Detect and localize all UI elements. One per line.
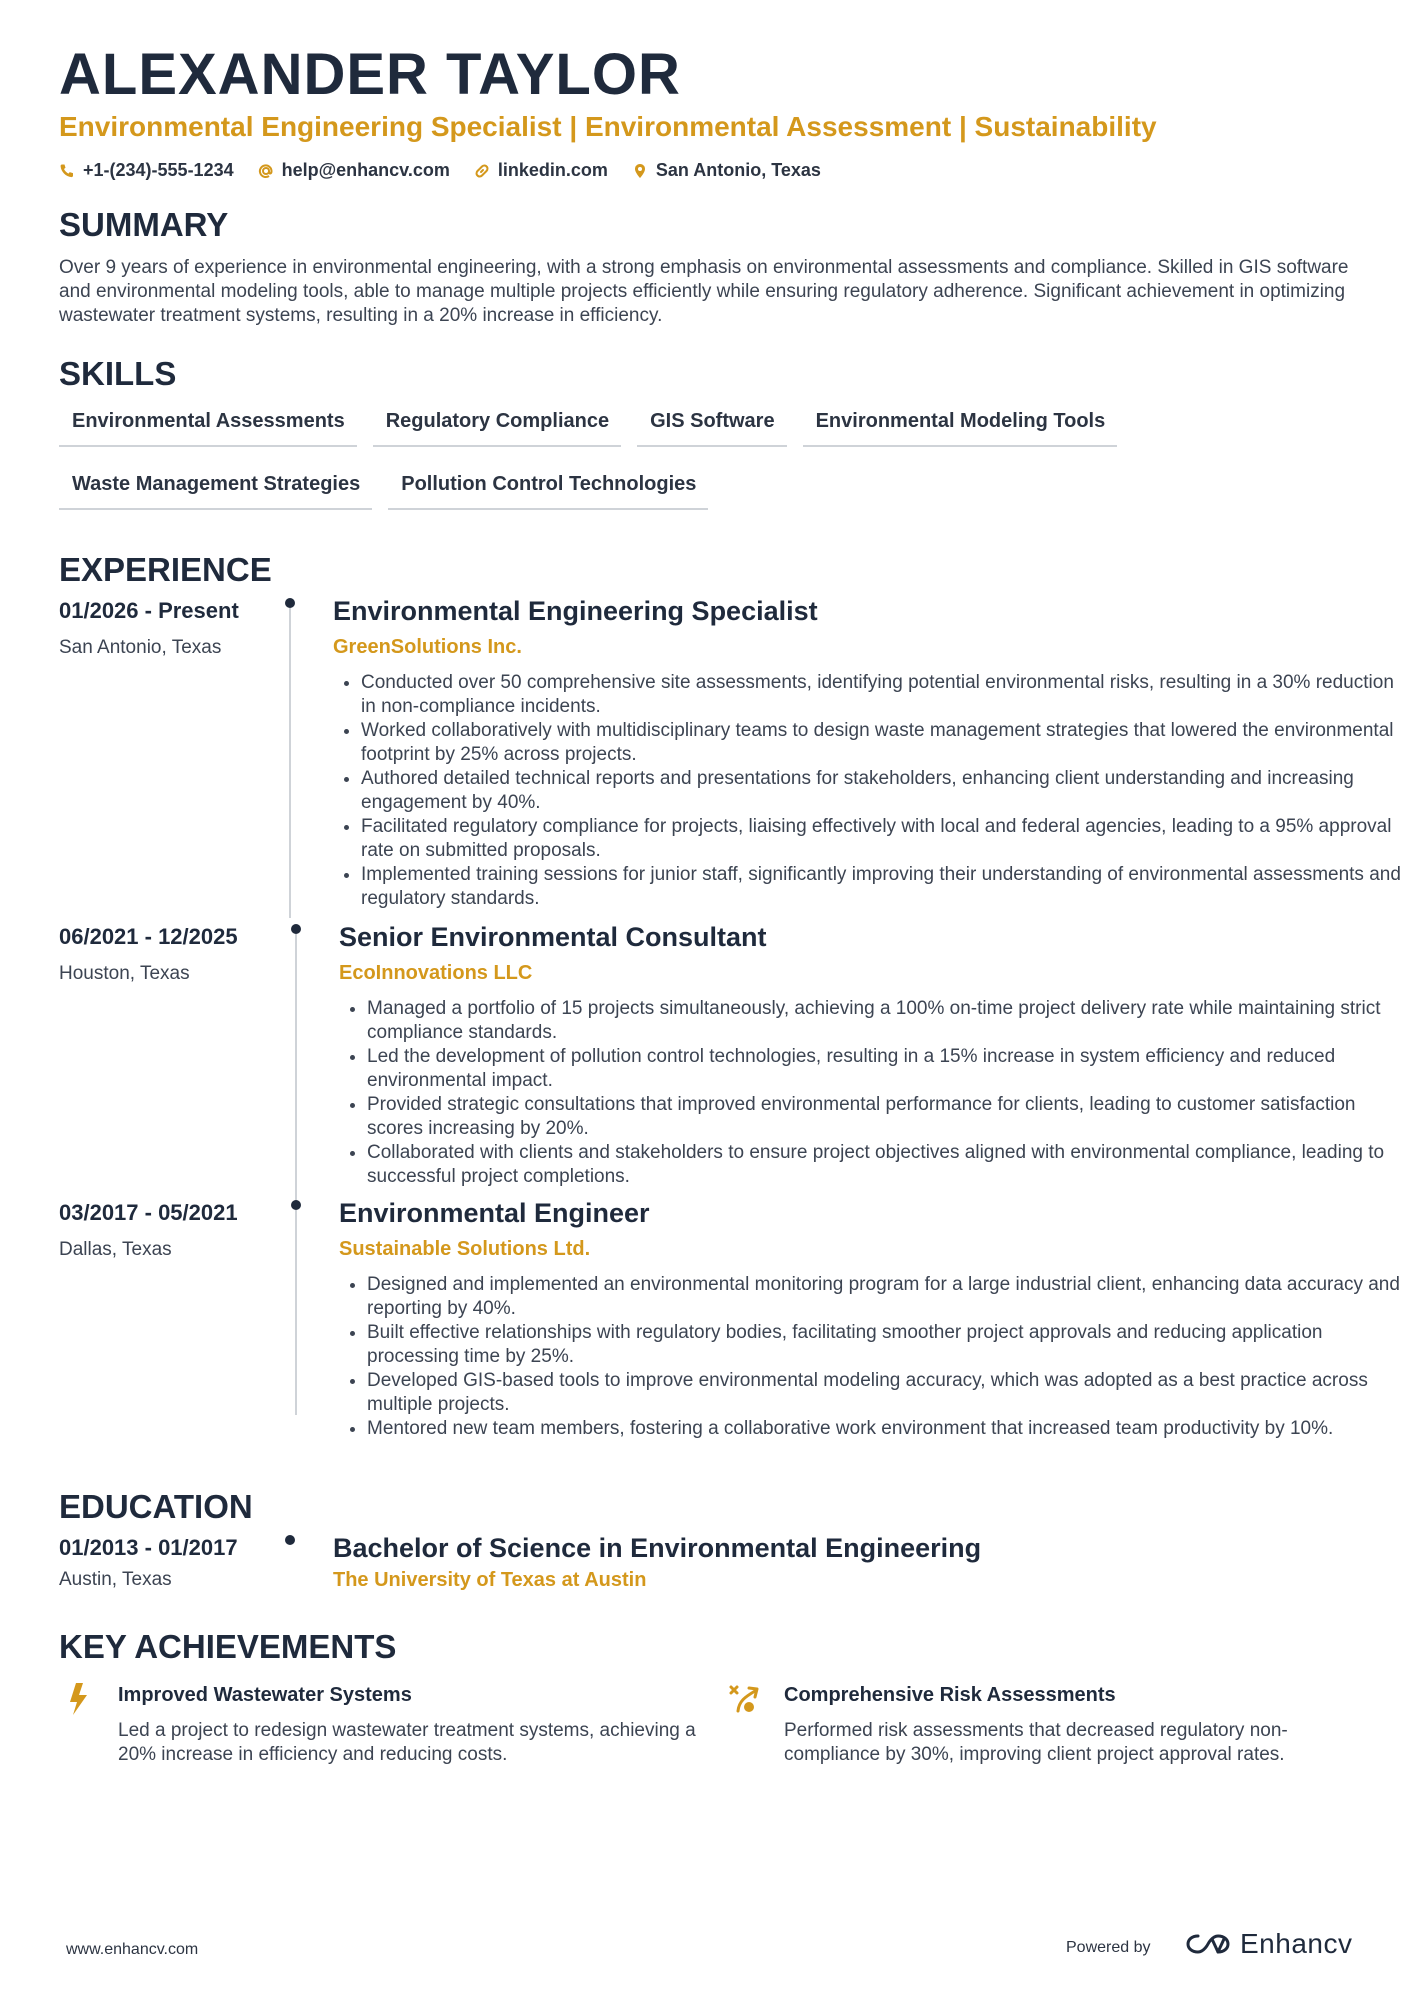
company-name: GreenSolutions Inc. (333, 636, 522, 658)
timeline-dot (291, 1200, 301, 1210)
education-details (333, 1535, 1410, 1590)
lightning-bolt-icon (59, 1679, 99, 1719)
skill-tag: Regulatory Compliance (373, 400, 621, 447)
skills-heading: SKILLS (59, 355, 177, 392)
experience-date: 06/2021 - 12/2025 (59, 924, 238, 949)
email-text: help@enhancv.com (281, 160, 450, 180)
experience-heading: EXPERIENCE (59, 551, 272, 588)
candidate-name: ALEXANDER TAYLOR (59, 42, 681, 107)
education-location: Austin, Texas (59, 1569, 172, 1590)
brand-name: Enhancv (1240, 1928, 1353, 1959)
skill-tag: Pollution Control Technologies (388, 463, 708, 510)
bullet-item: • Conducted over 50 comprehensive site assessments, identifying potential environmental risks, resulting in a 30% reduction in non-compliance incidents. (361, 671, 1410, 719)
achievement-title: Improved Wastewater Systems (118, 1684, 412, 1706)
education-date: 01/2013 - 01/2017 (59, 1535, 238, 1560)
brand-logo[interactable] (1184, 1928, 1352, 1960)
phone-icon (59, 163, 75, 179)
skills-list (59, 400, 1359, 510)
achievement-text: Performed risk assessments that decreased regulatory non-compliance by 30%, improving client project approval rates. (784, 1720, 1288, 1765)
achievement-bullets (339, 1273, 1410, 1441)
contact-phone[interactable] (59, 160, 234, 181)
timeline-dot (285, 1535, 295, 1545)
contact-linkedin[interactable] (474, 160, 608, 181)
skill-tag: GIS Software (637, 400, 786, 447)
route-icon (725, 1679, 765, 1719)
experience-date: 01/2026 - Present (59, 598, 239, 623)
summary-text: Over 9 years of experience in environmental engineering, with a strong emphasis on environmental assessments and compliance. Skilled in GIS software and environmental modeling tools, able to manage multiple projects efficiently while ensuring regulatory adherence. Significant achievement in optimizing wastewater treatment systems, resulting in a 20% increase in efficiency. (59, 257, 1349, 326)
contact-location (632, 160, 821, 181)
achievement-title: Comprehensive Risk Assessments (784, 1684, 1116, 1706)
skill-tag: Environmental Modeling Tools (803, 400, 1118, 447)
experience-location: Dallas, Texas (59, 1239, 172, 1260)
bullet-item: • Managed a portfolio of 15 projects simultaneously, achieving a 100% on-time project delivery rate while maintaining strict compliance standards. (367, 997, 1410, 1045)
headline: Environmental Engineering Specialist | Environmental Assessment | Sustainability (59, 111, 1157, 142)
footer-url[interactable]: www.enhancv.com (66, 1941, 199, 1958)
key-achievements-heading: KEY ACHIEVEMENTS (59, 1628, 397, 1665)
location-pin-icon (632, 163, 648, 179)
link-icon (474, 163, 490, 179)
bullet-item: • Led the development of pollution control technologies, resulting in a 15% increase in system efficiency and reduced environmental impact. (367, 1045, 1410, 1093)
job-title: Senior Environmental Consultant (339, 922, 767, 952)
phone-text: +1-(234)-555-1234 (83, 160, 234, 180)
achievement-text: Led a project to redesign wastewater treatment systems, achieving a 20% increase in efficiency and reducing costs. (118, 1720, 696, 1765)
school-name: The University of Texas at Austin (333, 1569, 647, 1591)
bullet-item: • Authored detailed technical reports and presentations for stakeholders, enhancing client understanding and increasing engagement by 40%. (361, 767, 1410, 815)
experience-details (339, 1200, 1410, 1441)
timeline-dot (285, 598, 295, 608)
achievement-bullets (333, 671, 1410, 911)
timeline-line (295, 1210, 297, 1415)
bullet-item: • Worked collaboratively with multidisciplinary teams to design waste management strategies that lowered the environmental footprint by 25% across projects. (361, 719, 1410, 767)
education-heading: EDUCATION (59, 1488, 253, 1525)
company-name: EcoInnovations LLC (339, 962, 533, 984)
experience-details (339, 924, 1410, 1189)
powered-by-label: Powered by (1066, 1939, 1151, 1956)
bullet-item: • Developed GIS-based tools to improve environmental modeling accuracy, which was adopted as a best practice across multiple projects. (367, 1369, 1410, 1417)
skill-tag: Environmental Assessments (59, 400, 357, 447)
timeline-line (289, 608, 291, 918)
bullet-item: • Implemented training sessions for junior staff, significantly improving their understanding of environmental assessments and regulatory standards. (361, 863, 1410, 911)
job-title: Environmental Engineer (339, 1198, 650, 1228)
bullet-item: • Collaborated with clients and stakeholders to ensure project objectives aligned with environmental compliance, leading to successful project completions. (367, 1141, 1410, 1189)
enhancv-logo-icon (1184, 1931, 1232, 1957)
linkedin-text: linkedin.com (497, 160, 608, 180)
bullet-item: • Designed and implemented an environmental monitoring program for a large industrial client, enhancing data accuracy and reporting by 40%. (367, 1273, 1410, 1321)
bullet-item: • Facilitated regulatory compliance for projects, liaising effectively with local and federal agencies, leading to a 95% approval rate on submitted proposals. (361, 815, 1410, 863)
job-title: Environmental Engineering Specialist (333, 596, 818, 626)
skill-tag: Waste Management Strategies (59, 463, 372, 510)
summary-heading: SUMMARY (59, 206, 229, 243)
experience-location: San Antonio, Texas (59, 637, 222, 658)
experience-location: Houston, Texas (59, 963, 190, 984)
timeline-dot (291, 924, 301, 934)
company-name: Sustainable Solutions Ltd. (339, 1238, 591, 1260)
contact-email[interactable] (258, 160, 450, 181)
location-text: San Antonio, Texas (655, 160, 821, 180)
contact-bar (59, 160, 821, 181)
timeline-line (295, 934, 297, 1204)
bullet-item: • Provided strategic consultations that improved environmental performance for clients, leading to customer satisfaction scores increasing by 20%. (367, 1093, 1410, 1141)
experience-details (333, 598, 1410, 911)
experience-date: 03/2017 - 05/2021 (59, 1200, 238, 1225)
degree: Bachelor of Science in Environmental Engineering (333, 1533, 982, 1563)
achievement-bullets (339, 997, 1410, 1189)
bullet-item: • Built effective relationships with regulatory bodies, facilitating smoother project approvals and reducing application processing time by 25%. (367, 1321, 1410, 1369)
bullet-item: • Mentored new team members, fostering a collaborative work environment that increased team productivity by 10%. (367, 1417, 1410, 1441)
at-icon (258, 163, 274, 179)
